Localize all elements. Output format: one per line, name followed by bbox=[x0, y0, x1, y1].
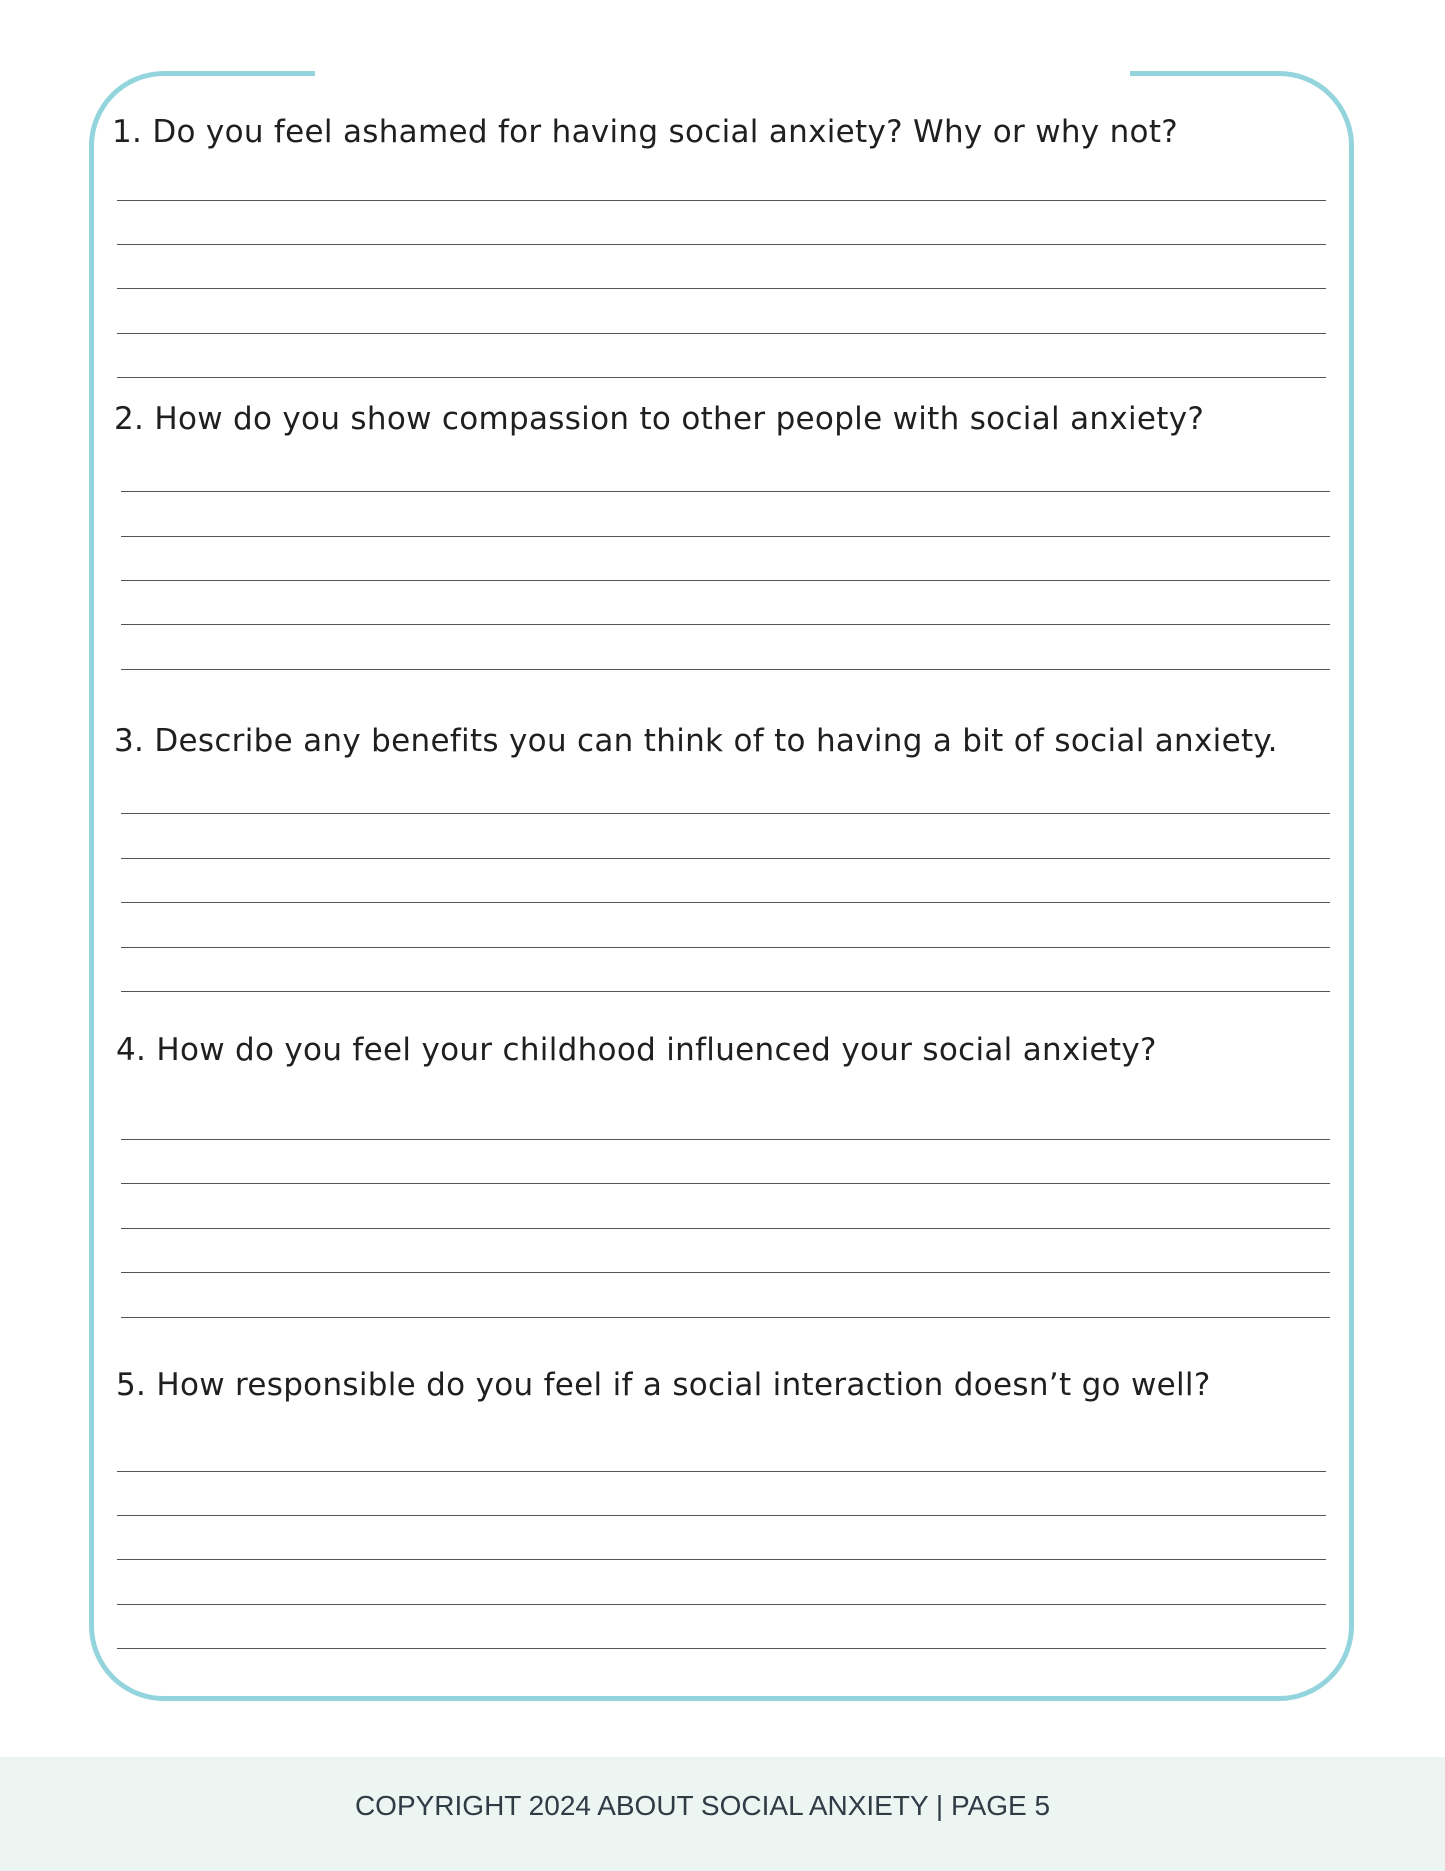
answer-line[interactable] bbox=[117, 1604, 1326, 1605]
answer-line[interactable] bbox=[117, 200, 1326, 201]
question-3: 3. Describe any benefits you can think of to having a bit of social anxiety. bbox=[114, 723, 1278, 759]
answer-line[interactable] bbox=[121, 491, 1330, 492]
answer-line[interactable] bbox=[121, 902, 1330, 903]
answer-line[interactable] bbox=[117, 1471, 1326, 1472]
answer-line[interactable] bbox=[121, 947, 1330, 948]
answer-line[interactable] bbox=[117, 1515, 1326, 1516]
answer-line[interactable] bbox=[121, 536, 1330, 537]
answer-line[interactable] bbox=[121, 669, 1330, 670]
question-4: 4. How do you feel your childhood influenced your social anxiety? bbox=[116, 1032, 1157, 1068]
answer-line[interactable] bbox=[121, 813, 1330, 814]
answer-line[interactable] bbox=[117, 377, 1326, 378]
answer-line[interactable] bbox=[121, 1272, 1330, 1273]
answer-line[interactable] bbox=[121, 624, 1330, 625]
answer-line[interactable] bbox=[117, 1648, 1326, 1649]
answer-line[interactable] bbox=[121, 1228, 1330, 1229]
question-2: 2. How do you show compassion to other people with social anxiety? bbox=[114, 401, 1205, 437]
worksheet-frame bbox=[89, 71, 1354, 1701]
answer-line[interactable] bbox=[121, 858, 1330, 859]
answer-line[interactable] bbox=[121, 580, 1330, 581]
question-5: 5. How responsible do you feel if a social interaction doesn’t go well? bbox=[116, 1367, 1211, 1403]
answer-line[interactable] bbox=[121, 991, 1330, 992]
question-1: 1. Do you feel ashamed for having social anxiety? Why or why not? bbox=[112, 114, 1179, 150]
answer-line[interactable] bbox=[121, 1183, 1330, 1184]
answer-line[interactable] bbox=[117, 333, 1326, 334]
answer-line[interactable] bbox=[117, 288, 1326, 289]
frame-top-gap bbox=[315, 64, 1130, 80]
answer-line[interactable] bbox=[117, 1559, 1326, 1560]
footer-copyright: COPYRIGHT 2024 ABOUT SOCIAL ANXIETY | PAGE 5 bbox=[354, 1790, 1051, 1821]
answer-line[interactable] bbox=[117, 244, 1326, 245]
answer-line[interactable] bbox=[121, 1317, 1330, 1318]
answer-line[interactable] bbox=[121, 1139, 1330, 1140]
